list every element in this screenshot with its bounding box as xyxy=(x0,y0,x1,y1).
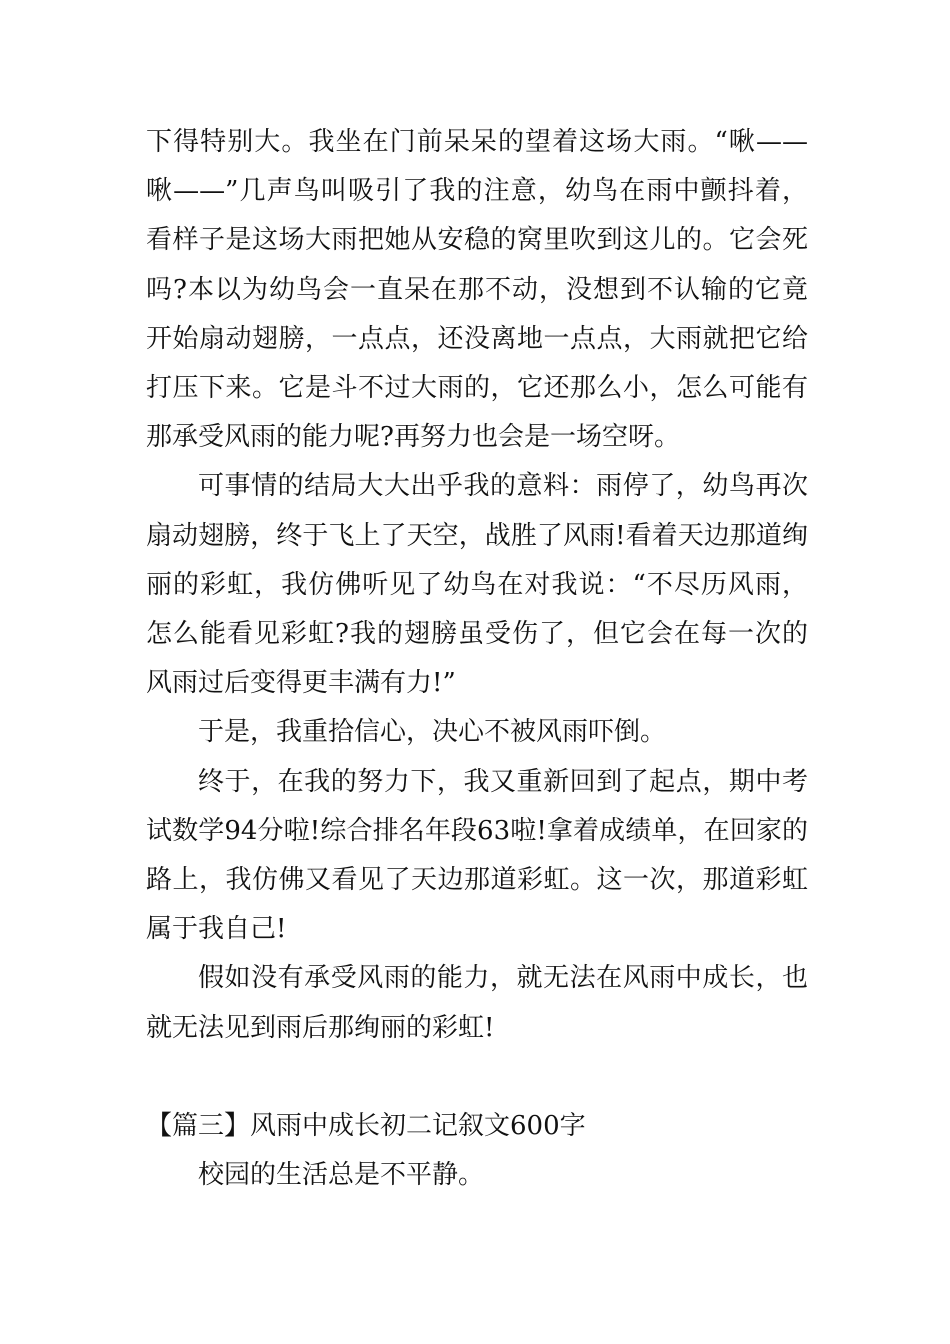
paragraph-resolve: 于是，我重拾信心，决心不被风雨吓倒。 xyxy=(198,717,667,748)
document-page xyxy=(146,118,808,1200)
paragraph-rainbow: 可事情的结局大大出乎我的意料：雨停了，幼鸟再次扇动翅膀，终于飞上了天空，战胜了风雨!看着天边那道绚丽的彩虹，我仿佛听见了幼鸟在对我说：“不尽历风雨，怎么能看见彩虹?我的翅膀虽受伤了，但它会在每一次的风雨过后变得更丰满有力!” xyxy=(146,471,808,699)
section-heading: 【篇三】风雨中成长初二记叙文600字 xyxy=(146,1110,586,1141)
paragraph-continuation: 下得特别大。我坐在门前呆呆的望着这场大雨。“啾——啾——”几声鸟叫吸引了我的注意，幼鸟在雨中颤抖着，看样子是这场大雨把她从安稳的窝里吹到这儿的。它会死吗?本以为幼鸟会一直呆在那不动，没想到不认输的它竟开始扇动翅膀，一点点，还没离地一点点，大雨就把它给打压下来。它是斗不过大雨的，它还那么小，怎么可能有那承受风雨的能力呢?再努力也会是一场空呀。 xyxy=(146,127,808,453)
paragraph-results: 终于，在我的努力下，我又重新回到了起点，期中考试数学94分啦!综合排名年段63啦!拿着成绩单，在回家的路上，我仿佛又看见了天边那道彩虹。这一次，那道彩虹属于我自己! xyxy=(146,766,808,945)
section-first-paragraph: 校园的生活总是不平静。 xyxy=(198,1160,485,1191)
paragraph-conclusion: 假如没有承受风雨的能力，就无法在风雨中成长，也就无法见到雨后那绚丽的彩虹! xyxy=(146,963,808,1043)
